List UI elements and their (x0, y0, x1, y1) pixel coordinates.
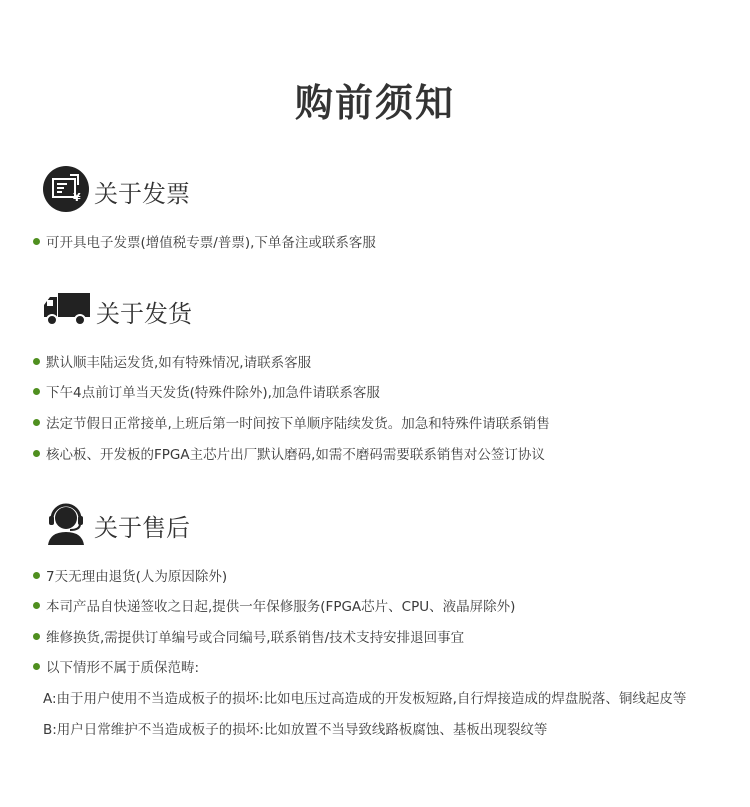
bullet-dot (33, 419, 40, 426)
truck-icon (42, 289, 92, 333)
list-item (33, 564, 227, 586)
invoice-icon (42, 165, 90, 217)
sub-list-item: A:由于用户使用不当造成板子的损坏:比如电压过高造成的开发板短路,自行焊接造成的焊盘脱落、铜线起皮等 (43, 691, 687, 707)
section-aftersales-heading: 关于售后 (94, 513, 190, 542)
bullet-dot (33, 450, 40, 457)
bullet-dot (33, 602, 40, 609)
list-item (33, 655, 199, 677)
bullet-dot (33, 572, 40, 579)
svg-text:¥: ¥ (73, 191, 81, 204)
list-item-text: 7天无理由退货(人为原因除外) (46, 569, 228, 585)
list-item-text: 本司产品自快递签收之日起,提供一年保修服务(FPGA芯片、CPU、液晶屏除外) (46, 599, 516, 615)
list-item (33, 230, 376, 252)
list-item (33, 594, 515, 616)
list-item-text: 核心板、开发板的FPGA主芯片出厂默认磨码,如需不磨码需要联系销售对公签订协议 (46, 447, 545, 463)
bullet-dot (33, 633, 40, 640)
list-item (33, 442, 545, 464)
list-item-text: 默认顺丰陆运发货,如有特殊情况,请联系客服 (46, 355, 312, 371)
list-item-text: 法定节假日正常接单,上班后第一时间按下单顺序陆续发货。加急和特殊件请联系销售 (46, 416, 550, 432)
page-title: 购前须知 (294, 81, 455, 125)
list-item-text: 以下情形不属于质保范畴: (46, 660, 200, 676)
list-item-text: 维修换货,需提供订单编号或合同编号,联系销售/技术支持安排退回事宜 (46, 630, 465, 646)
headset-support-icon (42, 499, 90, 551)
section-shipping-heading: 关于发货 (96, 299, 192, 328)
bullet-dot (33, 358, 40, 365)
section-shipping-header (42, 286, 192, 336)
sub-list-item: B:用户日常维护不当造成板子的损坏:比如放置不当导致线路板腐蚀、基板出现裂纹等 (43, 722, 548, 738)
list-item-text: 下午4点前订单当天发货(特殊件除外),加急件请联系客服 (46, 385, 380, 401)
section-invoice-heading: 关于发票 (94, 179, 190, 208)
bullet-dot (33, 238, 40, 245)
bullet-dot (33, 388, 40, 395)
list-item (33, 350, 311, 372)
list-item (33, 411, 550, 433)
list-item (33, 625, 464, 647)
bullet-dot (33, 663, 40, 670)
list-item-text: 可开具电子发票(增值税专票/普票),下单备注或联系客服 (46, 235, 376, 251)
list-item (33, 380, 380, 402)
section-aftersales-header (42, 500, 190, 550)
section-invoice-header (42, 166, 190, 216)
